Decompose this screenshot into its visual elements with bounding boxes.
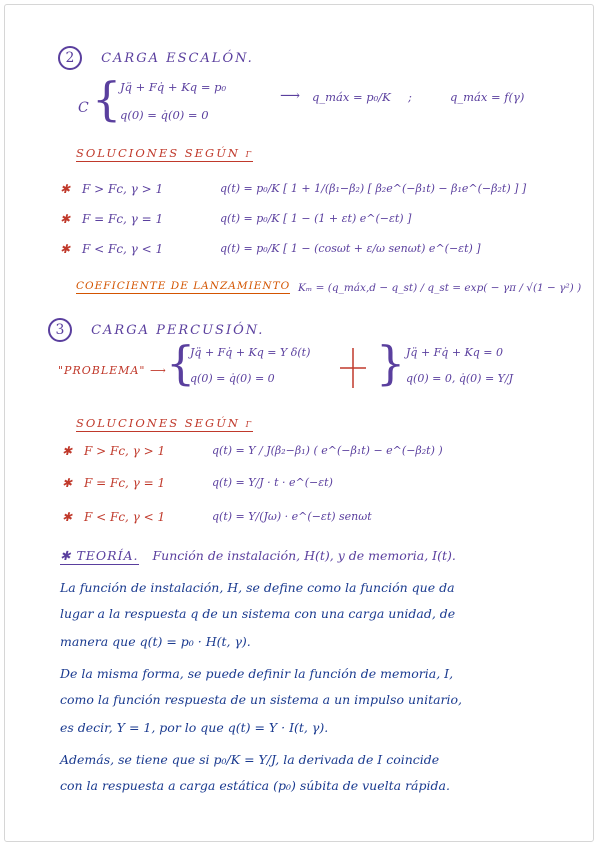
theory-line: La función de instalación, H, se define como la función que da — [60, 580, 455, 595]
solutions-title — [76, 146, 253, 160]
case-bullet: ✱ — [62, 476, 73, 490]
section-number: 2 — [58, 46, 82, 70]
case-bullet: ✱ — [60, 212, 71, 226]
coefficient-title-text: COEFICIENTE DE LANZAMIENTO — [76, 280, 291, 292]
theory-line: es decir, Y = 1, por lo que q(t) = Y · I(t, γ). — [60, 720, 329, 735]
system-equation-2: q(0) = q̇(0) = 0 — [120, 108, 209, 122]
case-formula: q(t) = p₀/K [ 1 − (cosωt + ε/ω senωt) e^(−εt) ] — [220, 242, 481, 255]
case-formula: q(t) = Y / J(β₂−β₁) ( e^(−β₁t) − e^(−β₂t) ) — [212, 444, 443, 457]
theory-line: manera que q(t) = p₀ · H(t, γ). — [60, 634, 251, 649]
system-label: C — [78, 100, 89, 116]
separator: ; — [408, 90, 412, 104]
qmax-ratio: q_máx = p₀/K — [312, 90, 391, 104]
left-brace: { — [92, 72, 122, 126]
case-bullet: ✱ — [60, 182, 71, 196]
problem-equation-1: Jq̈ + Fq̇ + Kq = Y δ(t) — [190, 346, 311, 359]
theory-heading-subtitle: Función de instalación, H(t), y de memoria, I(t). — [152, 548, 456, 563]
case-condition: F = Fc, γ = 1 — [82, 212, 164, 226]
case-condition: F < Fc, γ < 1 — [82, 242, 164, 256]
solutions-title-text: SOLUCIONES SEGÚN γ — [76, 416, 254, 430]
theory-heading — [60, 548, 456, 563]
case-condition: F > Fc, γ > 1 — [84, 444, 166, 458]
section-number: 3 — [48, 318, 72, 342]
solutions-title — [76, 416, 253, 430]
theory-line: como la función respuesta de un sistema a un impulso unitario, — [60, 692, 463, 707]
implies-arrow: ⟶ — [280, 88, 301, 104]
coefficient-formula: Kₘ = (q_máx,d − q_st) / q_st = exp( − γπ / √(1 − γ²) ) — [298, 282, 582, 294]
coefficient-title — [76, 280, 290, 292]
case-bullet: ✱ — [60, 242, 71, 256]
case-condition: F < Fc, γ < 1 — [84, 510, 166, 524]
right-brace: } — [376, 336, 406, 390]
case-formula: q(t) = p₀/K [ 1 − (1 + εt) e^(−εt) ] — [220, 212, 412, 225]
section-title: CARGA PERCUSIÓN. — [91, 323, 265, 338]
equivalent-equation-1: Jq̈ + Fq̇ + Kq = 0 — [406, 346, 504, 359]
solutions-title-text: SOLUCIONES SEGÚN γ — [76, 146, 254, 160]
system-equation-1: Jq̈ + Fq̇ + Kq = p₀ — [120, 80, 227, 94]
theory-heading-label: ✱ TEORÍA. — [60, 548, 139, 563]
theory-line: con la respuesta a carga estática (p₀) súbita de vuelta rápida. — [60, 778, 450, 793]
case-condition: F = Fc, γ = 1 — [84, 476, 166, 490]
problem-label: "PROBLEMA" ⟶ — [58, 364, 167, 377]
problem-equation-2: q(0) = q̇(0) = 0 — [190, 372, 275, 385]
case-formula: q(t) = Y/(Jω) · e^(−εt) senωt — [212, 510, 372, 523]
section-2-header — [58, 46, 254, 70]
case-bullet: ✱ — [62, 510, 73, 524]
theory-line: De la misma forma, se puede definir la función de memoria, I, — [60, 666, 454, 681]
left-brace: { — [166, 336, 196, 390]
theory-line: lugar a la respuesta q de un sistema con una carga unidad, de — [60, 606, 456, 621]
section-title: CARGA ESCALÓN. — [101, 51, 254, 66]
equivalence-mark-icon — [338, 346, 368, 390]
case-bullet: ✱ — [62, 444, 73, 458]
case-formula: q(t) = Y/J · t · e^(−εt) — [212, 476, 333, 489]
case-condition: F > Fc, γ > 1 — [82, 182, 164, 196]
qmax-function: q_máx = f(γ) — [450, 90, 525, 104]
theory-line: Además, se tiene que si p₀/K = Y/J, la derivada de I coincide — [60, 752, 440, 767]
section-3-header — [48, 318, 264, 342]
case-formula: q(t) = p₀/K [ 1 + 1/(β₁−β₂) [ β₂e^(−β₁t) − β₁e^(−β₂t) ] ] — [220, 182, 527, 195]
equivalent-equation-2: q(0) = 0, q̇(0) = Y/J — [406, 372, 514, 385]
equivalence-mark — [338, 346, 368, 390]
